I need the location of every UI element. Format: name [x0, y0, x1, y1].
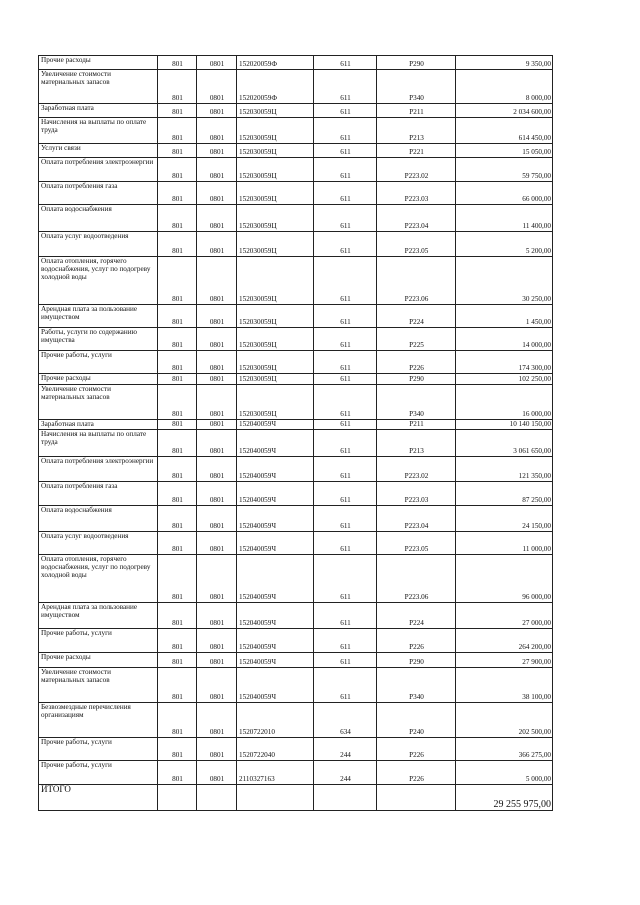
item-name: Оплата отопления, горячего водоснабжения, услуг по подогреву холодной воды — [39, 555, 158, 603]
expense-type-code: 611 — [314, 374, 377, 385]
item-name: Работы, услуги по содержанию имущества — [39, 328, 158, 351]
table-row — [39, 738, 553, 761]
target-article-code: 152040059Ч — [237, 506, 314, 532]
amount: 264 200,00 — [456, 629, 553, 653]
budget-table — [38, 55, 553, 811]
section-code: 801 — [158, 532, 197, 555]
amount: 9 350,00 — [456, 56, 553, 70]
section-code: 801 — [158, 653, 197, 668]
kosgu-code: Р213 — [377, 118, 456, 144]
item-name: Прочие работы, услуги — [39, 629, 158, 653]
expense-type-code: 611 — [314, 305, 377, 328]
section-code: 801 — [158, 257, 197, 305]
item-name: Безвозмездные перечисления организациям — [39, 703, 158, 738]
kosgu-code: Р340 — [377, 668, 456, 703]
subsection-code: 0801 — [197, 653, 237, 668]
kosgu-code: Р223.04 — [377, 205, 456, 232]
target-article-code: 152030059Ц — [237, 182, 314, 205]
target-article-code: 152040059Ч — [237, 668, 314, 703]
item-name: Услуги связи — [39, 144, 158, 158]
expense-type-code: 634 — [314, 703, 377, 738]
target-article-code: 152030059Ц — [237, 144, 314, 158]
table-row — [39, 104, 553, 118]
expense-type-code: 611 — [314, 328, 377, 351]
amount: 16 000,00 — [456, 385, 553, 420]
amount: 2 034 600,00 — [456, 104, 553, 118]
target-article-code: 152040059Ч — [237, 457, 314, 482]
target-article-code: 152030059Ц — [237, 385, 314, 420]
subsection-code: 0801 — [197, 351, 237, 374]
target-article-code: 152030059Ц — [237, 328, 314, 351]
expense-type-code: 611 — [314, 182, 377, 205]
table-row — [39, 205, 553, 232]
subsection-code: 0801 — [197, 532, 237, 555]
table-row — [39, 482, 553, 506]
section-code: 801 — [158, 555, 197, 603]
target-article-code: 152030059Ц — [237, 257, 314, 305]
subsection-code: 0801 — [197, 738, 237, 761]
target-article-code: 152030059Ц — [237, 374, 314, 385]
target-article-code: 152040059Ч — [237, 555, 314, 603]
expense-type-code: 611 — [314, 532, 377, 555]
item-name: Начисления на выплаты по оплате труда — [39, 118, 158, 144]
expense-type-code: 611 — [314, 56, 377, 70]
item-name: Прочие расходы — [39, 56, 158, 70]
amount: 14 000,00 — [456, 328, 553, 351]
kosgu-code: Р340 — [377, 385, 456, 420]
amount: 59 750,00 — [456, 158, 553, 182]
amount: 3 061 650,00 — [456, 430, 553, 457]
subsection-code: 0801 — [197, 506, 237, 532]
item-name: Прочие работы, услуги — [39, 351, 158, 374]
table-row — [39, 257, 553, 305]
target-article-code: 2110327163 — [237, 761, 314, 785]
amount: 121 350,00 — [456, 457, 553, 482]
amount: 614 450,00 — [456, 118, 553, 144]
item-name: Оплата водоснабжения — [39, 205, 158, 232]
target-article-code: 152030059Ц — [237, 104, 314, 118]
table-row — [39, 761, 553, 785]
subsection-code: 0801 — [197, 305, 237, 328]
subsection-code: 0801 — [197, 118, 237, 144]
table-row — [39, 668, 553, 703]
subsection-code: 0801 — [197, 104, 237, 118]
empty-cell — [158, 785, 197, 811]
kosgu-code: Р224 — [377, 305, 456, 328]
kosgu-code: Р226 — [377, 629, 456, 653]
section-code: 801 — [158, 158, 197, 182]
kosgu-code: Р290 — [377, 56, 456, 70]
section-code: 801 — [158, 629, 197, 653]
expense-type-code: 611 — [314, 385, 377, 420]
section-code: 801 — [158, 305, 197, 328]
section-code: 801 — [158, 668, 197, 703]
table-row — [39, 305, 553, 328]
target-article-code: 152020059Ф — [237, 70, 314, 104]
item-name: Прочие расходы — [39, 374, 158, 385]
subsection-code: 0801 — [197, 603, 237, 629]
item-name: Увеличение стоимости материальных запасов — [39, 70, 158, 104]
kosgu-code: Р211 — [377, 104, 456, 118]
target-article-code: 152040059Ч — [237, 532, 314, 555]
table-row — [39, 182, 553, 205]
target-article-code: 152030059Ц — [237, 158, 314, 182]
expense-type-code: 244 — [314, 738, 377, 761]
expense-type-code: 611 — [314, 351, 377, 374]
table-row — [39, 118, 553, 144]
kosgu-code: Р213 — [377, 430, 456, 457]
target-article-code: 152040059Ч — [237, 420, 314, 430]
amount: 66 000,00 — [456, 182, 553, 205]
section-code: 801 — [158, 457, 197, 482]
table-row — [39, 56, 553, 70]
subsection-code: 0801 — [197, 70, 237, 104]
empty-cell — [314, 785, 377, 811]
subsection-code: 0801 — [197, 205, 237, 232]
target-article-code: 152040059Ч — [237, 629, 314, 653]
section-code: 801 — [158, 603, 197, 629]
table-row — [39, 420, 553, 430]
subsection-code: 0801 — [197, 457, 237, 482]
item-name: Прочие расходы — [39, 653, 158, 668]
item-name: Оплата услуг водоотведения — [39, 532, 158, 555]
target-article-code: 152030059Ц — [237, 232, 314, 257]
expense-type-code: 611 — [314, 555, 377, 603]
subsection-code: 0801 — [197, 761, 237, 785]
item-name: Оплата водоснабжения — [39, 506, 158, 532]
target-article-code: 1520722040 — [237, 738, 314, 761]
kosgu-code: Р223.05 — [377, 232, 456, 257]
target-article-code: 152040059Ч — [237, 430, 314, 457]
item-name: Увеличение стоимости материальных запасов — [39, 385, 158, 420]
empty-cell — [377, 785, 456, 811]
item-name: Начисления на выплаты по оплате труда — [39, 430, 158, 457]
section-code: 801 — [158, 703, 197, 738]
item-name: Увеличение стоимости материальных запасов — [39, 668, 158, 703]
item-name: Арендная плата за пользование имуществом — [39, 603, 158, 629]
kosgu-code: Р290 — [377, 653, 456, 668]
amount: 5 000,00 — [456, 761, 553, 785]
subsection-code: 0801 — [197, 703, 237, 738]
expense-type-code: 244 — [314, 761, 377, 785]
section-code: 801 — [158, 182, 197, 205]
expense-type-code: 611 — [314, 205, 377, 232]
item-name: Заработная плата — [39, 104, 158, 118]
amount: 202 500,00 — [456, 703, 553, 738]
table-row — [39, 232, 553, 257]
expense-type-code: 611 — [314, 430, 377, 457]
section-code: 801 — [158, 430, 197, 457]
total-amount: 29 255 975,00 — [456, 785, 553, 811]
section-code: 801 — [158, 420, 197, 430]
total-row — [39, 785, 553, 811]
expense-type-code: 611 — [314, 668, 377, 703]
amount: 5 200,00 — [456, 232, 553, 257]
expense-type-code: 611 — [314, 257, 377, 305]
expense-type-code: 611 — [314, 104, 377, 118]
subsection-code: 0801 — [197, 232, 237, 257]
target-article-code: 152030059Ц — [237, 205, 314, 232]
target-article-code: 152030059Ц — [237, 351, 314, 374]
item-name: Прочие работы, услуги — [39, 738, 158, 761]
section-code: 801 — [158, 351, 197, 374]
amount: 30 250,00 — [456, 257, 553, 305]
kosgu-code: Р223.04 — [377, 506, 456, 532]
amount: 102 250,00 — [456, 374, 553, 385]
section-code: 801 — [158, 328, 197, 351]
amount: 27 900,00 — [456, 653, 553, 668]
expense-type-code: 611 — [314, 420, 377, 430]
table-row — [39, 144, 553, 158]
target-article-code: 152040059Ч — [237, 482, 314, 506]
table-row — [39, 158, 553, 182]
target-article-code: 152040059Ч — [237, 603, 314, 629]
section-code: 801 — [158, 761, 197, 785]
expense-type-code: 611 — [314, 603, 377, 629]
item-name: Оплата услуг водоотведения — [39, 232, 158, 257]
expense-type-code: 611 — [314, 506, 377, 532]
item-name: Заработная плата — [39, 420, 158, 430]
subsection-code: 0801 — [197, 668, 237, 703]
expense-type-code: 611 — [314, 629, 377, 653]
subsection-code: 0801 — [197, 158, 237, 182]
expense-type-code: 611 — [314, 158, 377, 182]
table-row — [39, 385, 553, 420]
table-body — [39, 56, 553, 811]
table-row — [39, 70, 553, 104]
section-code: 801 — [158, 232, 197, 257]
expense-type-code: 611 — [314, 457, 377, 482]
table-row — [39, 603, 553, 629]
item-name: Оплата потребления электроэнергии — [39, 158, 158, 182]
item-name: Оплата потребления газа — [39, 182, 158, 205]
subsection-code: 0801 — [197, 182, 237, 205]
section-code: 801 — [158, 385, 197, 420]
kosgu-code: Р223.05 — [377, 532, 456, 555]
kosgu-code: Р240 — [377, 703, 456, 738]
amount: 11 000,00 — [456, 532, 553, 555]
total-label: ИТОГО — [39, 785, 158, 811]
section-code: 801 — [158, 118, 197, 144]
target-article-code: 152030059Ц — [237, 118, 314, 144]
empty-cell — [237, 785, 314, 811]
kosgu-code: Р223.06 — [377, 257, 456, 305]
table-row — [39, 532, 553, 555]
kosgu-code: Р223.06 — [377, 555, 456, 603]
kosgu-code: Р226 — [377, 761, 456, 785]
target-article-code: 152020059Ф — [237, 56, 314, 70]
section-code: 801 — [158, 104, 197, 118]
kosgu-code: Р226 — [377, 738, 456, 761]
table-row — [39, 351, 553, 374]
section-code: 801 — [158, 70, 197, 104]
section-code: 801 — [158, 506, 197, 532]
kosgu-code: Р224 — [377, 603, 456, 629]
subsection-code: 0801 — [197, 555, 237, 603]
item-name: Оплата потребления газа — [39, 482, 158, 506]
kosgu-code: Р211 — [377, 420, 456, 430]
section-code: 801 — [158, 56, 197, 70]
amount: 38 100,00 — [456, 668, 553, 703]
kosgu-code: Р223.03 — [377, 182, 456, 205]
target-article-code: 152040059Ч — [237, 653, 314, 668]
table-row — [39, 328, 553, 351]
subsection-code: 0801 — [197, 257, 237, 305]
section-code: 801 — [158, 374, 197, 385]
amount: 366 275,00 — [456, 738, 553, 761]
subsection-code: 0801 — [197, 629, 237, 653]
kosgu-code: Р223.02 — [377, 457, 456, 482]
table-row — [39, 555, 553, 603]
item-name: Оплата потребления электроэнергии — [39, 457, 158, 482]
amount: 87 250,00 — [456, 482, 553, 506]
subsection-code: 0801 — [197, 328, 237, 351]
target-article-code: 152030059Ц — [237, 305, 314, 328]
expense-type-code: 611 — [314, 653, 377, 668]
table-row — [39, 374, 553, 385]
table-row — [39, 506, 553, 532]
subsection-code: 0801 — [197, 385, 237, 420]
item-name: Прочие работы, услуги — [39, 761, 158, 785]
kosgu-code: Р290 — [377, 374, 456, 385]
table-row — [39, 703, 553, 738]
amount: 15 050,00 — [456, 144, 553, 158]
amount: 24 150,00 — [456, 506, 553, 532]
expense-type-code: 611 — [314, 482, 377, 506]
item-name: Арендная плата за пользование имуществом — [39, 305, 158, 328]
section-code: 801 — [158, 738, 197, 761]
table-row — [39, 430, 553, 457]
kosgu-code: Р226 — [377, 351, 456, 374]
subsection-code: 0801 — [197, 144, 237, 158]
empty-cell — [197, 785, 237, 811]
target-article-code: 1520722010 — [237, 703, 314, 738]
expense-type-code: 611 — [314, 118, 377, 144]
kosgu-code: Р223.02 — [377, 158, 456, 182]
subsection-code: 0801 — [197, 420, 237, 430]
table-row — [39, 653, 553, 668]
section-code: 801 — [158, 205, 197, 232]
expense-type-code: 611 — [314, 70, 377, 104]
amount: 27 000,00 — [456, 603, 553, 629]
subsection-code: 0801 — [197, 56, 237, 70]
amount: 11 400,00 — [456, 205, 553, 232]
kosgu-code: Р221 — [377, 144, 456, 158]
kosgu-code: Р340 — [377, 70, 456, 104]
subsection-code: 0801 — [197, 482, 237, 506]
kosgu-code: Р223.03 — [377, 482, 456, 506]
section-code: 801 — [158, 144, 197, 158]
amount: 8 000,00 — [456, 70, 553, 104]
amount: 96 000,00 — [456, 555, 553, 603]
amount: 10 140 150,00 — [456, 420, 553, 430]
subsection-code: 0801 — [197, 374, 237, 385]
amount: 1 450,00 — [456, 305, 553, 328]
table-row — [39, 629, 553, 653]
section-code: 801 — [158, 482, 197, 506]
subsection-code: 0801 — [197, 430, 237, 457]
item-name: Оплата отопления, горячего водоснабжения, услуг по подогреву холодной воды — [39, 257, 158, 305]
expense-type-code: 611 — [314, 144, 377, 158]
kosgu-code: Р225 — [377, 328, 456, 351]
expense-type-code: 611 — [314, 232, 377, 257]
amount: 174 300,00 — [456, 351, 553, 374]
table-row — [39, 457, 553, 482]
